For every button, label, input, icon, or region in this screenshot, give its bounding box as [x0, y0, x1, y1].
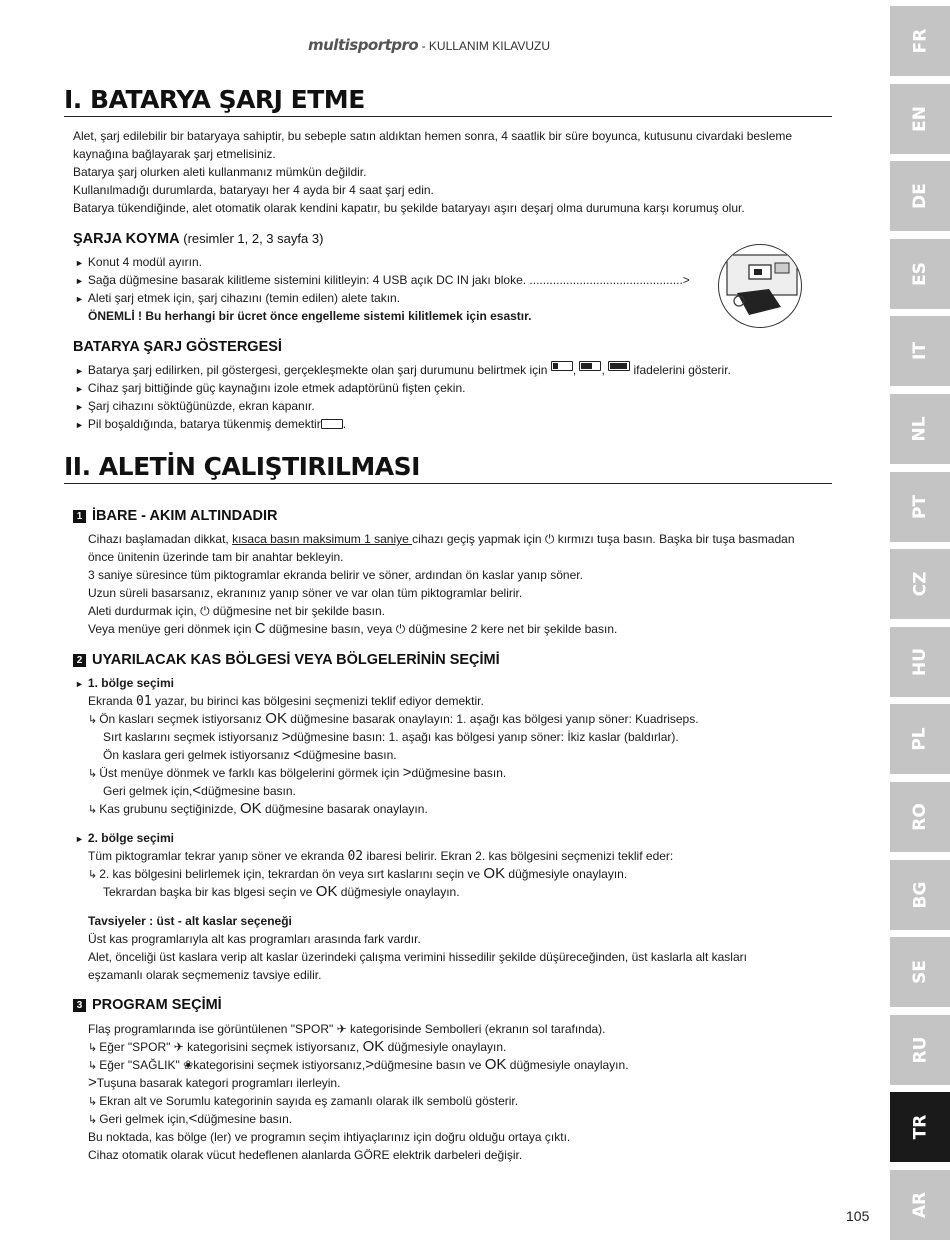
program-line-8: Cihaz otomatik olarak vücut hedeflenen alanlarda GÖRE elektrik darbeleri değişir.	[88, 1148, 523, 1162]
language-tab-ar[interactable]	[890, 1170, 950, 1240]
language-tab-cz[interactable]	[890, 549, 950, 619]
language-tab-ro[interactable]	[890, 782, 950, 852]
language-tab-pl[interactable]	[890, 704, 950, 774]
program-line-1: Flaş programlarında ise görüntülenen "SPOR" ✈ kategorisinde Sembolleri (ekranın sol tarafında).	[88, 1022, 606, 1036]
page-number: 105	[846, 1208, 870, 1224]
zone-1-line-2: ↳ Ön kasları seçmek istiyorsanız OK düğmesine basarak onaylayın: 1. aşağı kas bölgesi yanıp söner: Kuadriseps.	[88, 710, 699, 727]
language-tab-label: TR	[910, 1115, 930, 1140]
language-tab-label: RO	[909, 803, 930, 831]
battery-indicator-heading: BATARYA ŞARJ GÖSTERGESİ	[73, 339, 282, 355]
zone-1-line-3: Sırt kaslarını seçmek istiyorsanız >düğmesine basın: 1. aşağı kas bölgesi yanıp söner: İkiz kaslar (baldırlar).	[103, 728, 679, 745]
charging-item-1: ► Konut 4 modül ayırın.	[75, 255, 202, 269]
indicator-item-4: ► Pil boşaldığında, batarya tükenmiş demektir .	[75, 417, 347, 431]
zone-1-line-5: ↳ Üst menüye dönmek ve farklı kas bölgelerini görmek için >düğmesine basın.	[88, 764, 507, 781]
tips-line-2: Alet, önceliği üst kaslara verip alt kaslar üzerindeki çalışma verimini hissedilir şekilde düşüreceğinden, üst kaslarla alt kasları	[88, 950, 747, 964]
battery-intro-line-2: kaynağına bağlayarak şarj etmelisiniz.	[73, 147, 276, 161]
battery-level-1-icon	[551, 361, 573, 371]
battery-level-2-icon	[579, 361, 601, 371]
language-tab-label: RU	[910, 1036, 930, 1064]
power-line-5: Aleti durdurmak için, ⏻ düğmesine net bir şekilde basın.	[88, 604, 385, 618]
language-tab-nl[interactable]	[890, 394, 950, 464]
language-tab-label: BG	[909, 881, 930, 909]
battery-intro-line-1: Alet, şarj edilebilir bir bataryaya sahiptir, bu sebeple satın aldıktan hemen sonra, 4 saatlik bir süre boyunca, kutusunu civardaki besleme	[73, 129, 793, 143]
header-title: - KULLANIM KILAVUZU	[418, 39, 551, 53]
language-tab-label: CZ	[910, 571, 930, 597]
language-tab-label: PT	[910, 494, 930, 519]
tips-line-3: eşzamanlı olarak seçmemeniz tavsiye edilir.	[88, 968, 322, 982]
language-tab-label: DE	[909, 183, 930, 210]
language-tab-hu[interactable]	[890, 627, 950, 697]
language-tab-label: FR	[909, 28, 930, 54]
sport-icon: ✈	[173, 1040, 184, 1054]
battery-level-3-icon	[608, 361, 630, 371]
language-tab-label: PL	[909, 727, 930, 752]
subsection-2-heading: 2 UYARILACAK KAS BÖLGESİ VEYA BÖLGELERİNİN SEÇİMİ	[73, 652, 500, 668]
zone-1-heading: ► 1. bölge seçimi	[75, 676, 174, 690]
language-tab-fr[interactable]	[890, 6, 950, 76]
language-tab-label: IT	[909, 342, 930, 361]
power-icon: ⏻	[544, 532, 555, 546]
sport-icon: ✈	[336, 1022, 347, 1036]
power-line-2: önce ünitenin üzerinde tam bir anahtar bekleyin.	[88, 550, 344, 564]
important-note: ÖNEMLİ ! Bu herhangi bir ücret önce engelleme sistemi kilitlemek için esastır.	[88, 309, 532, 323]
power-line-3: 3 saniye süresince tüm piktogramlar ekranda belirir ve söner, ardından ön kaslar yanıp söner.	[88, 568, 583, 582]
language-tab-label: ES	[909, 261, 930, 286]
power-line-1: Cihazı başlamadan dikkat, kısaca basın maksimum 1 saniye cihazı geçiş yapmak için ⏻ kırmızı tuşa basın. Başka bir tuşa basmadan	[88, 532, 795, 546]
tips-line-1: Üst kas programlarıyla alt kas programları arasında fark vardır.	[88, 932, 421, 946]
c-button-icon: C	[254, 620, 266, 637]
power-icon: ⏻	[395, 622, 406, 636]
indicator-item-1: ► Batarya şarj edilirken, pil göstergesi, gerçekleşmekte olan şarj durumunu belirtmek için , , ifadelerini gösterir.	[75, 363, 731, 377]
section-title-operation: II. ALETİN ÇALIŞTIRILMASI	[64, 452, 832, 484]
language-tab-label: HU	[909, 647, 930, 676]
language-tab-label: EN	[910, 105, 930, 132]
battery-paragraph-3: Kullanılmadığı durumlarda, bataryayı her 4 ayda bir 4 saat şarj edin.	[73, 183, 434, 197]
program-line-2: ↳ Eğer "SPOR" ✈ kategorisini seçmek istiyorsanız, OK düğmesiyle onaylayın.	[88, 1038, 507, 1055]
power-line-4: Uzun süreli basarsanız, ekranınız yanıp söner ve var olan tüm piktogramlar belirir.	[88, 586, 523, 600]
language-tab-pt[interactable]	[890, 472, 950, 542]
charging-item-3: ► Aleti şarj etmek için, şarj cihazını (temin edilen) alete takın.	[75, 291, 401, 305]
language-tab-se[interactable]	[890, 937, 950, 1007]
program-line-4: >Tuşuna basarak kategori programları ilerleyin.	[88, 1074, 341, 1091]
zone-2-heading: ► 2. bölge seçimi	[75, 831, 174, 845]
zone-1-line-1: Ekranda 01 yazar, bu birinci kas bölgesini seçmenizi teklif ediyor demektir.	[88, 694, 484, 709]
language-tab-ru[interactable]	[890, 1015, 950, 1085]
program-line-3: ↳ Eğer "SAĞLIK" ❀kategorisini seçmek istiyorsanız,>düğmesine basın ve OK düğmesiyle onaylayın.	[88, 1056, 629, 1073]
language-tab-en[interactable]	[890, 84, 950, 154]
indicator-item-3: ► Şarj cihazını söktüğünüzde, ekran kapanır.	[75, 399, 315, 413]
zone-1-line-7: ↳ Kas grubunu seçtiğinizde, OK düğmesine basarak onaylayın.	[88, 800, 428, 817]
health-icon: ❀	[183, 1058, 194, 1072]
zone-1-line-6: Geri gelmek için,<düğmesine basın.	[103, 782, 296, 799]
subsection-1-heading: 1 İBARE - AKIM ALTINDADIR	[73, 508, 278, 524]
program-line-5: ↳ Ekran alt ve Sorumlu kategorinin sayıda eş zamanlı olarak ilk sembolü gösterir.	[88, 1094, 519, 1108]
language-tab-label: NL	[910, 416, 930, 442]
tips-heading: Tavsiyeler : üst - alt kaslar seçeneği	[88, 914, 292, 928]
charging-note: (resimler 1, 2, 3 sayfa 3)	[179, 231, 324, 246]
zone-1-line-4: Ön kaslara geri gelmek istiyorsanız <düğmesine basın.	[103, 746, 397, 763]
power-line-6: Veya menüye geri dönmek için C düğmesine basın, veya ⏻ düğmesine 2 kere net bir şekilde basın.	[88, 620, 618, 637]
indicator-item-2: ► Cihaz şarj bittiğinde güç kaynağını izole etmek adaptörünü fişten çekin.	[75, 381, 466, 395]
section-title-battery: I. BATARYA ŞARJ ETME	[64, 85, 832, 117]
battery-paragraph-2: Batarya şarj olurken aleti kullanmanız mümkün değildir.	[73, 165, 367, 179]
page-header	[308, 36, 550, 54]
language-tab-de[interactable]	[890, 161, 950, 231]
zone-2-line-1: Tüm piktogramlar tekrar yanıp söner ve ekranda 02 ibaresi belirir. Ekran 2. kas bölgesini seçmenizi teklif eder:	[88, 849, 674, 864]
language-tab-it[interactable]	[890, 316, 950, 386]
brand-logo: multisportpro	[308, 36, 419, 54]
charging-item-2: ► Sağa düğmesine basarak kilitleme sistemini kilitleyin: 4 USB açık DC IN jakı bloke. ..............................................>	[75, 273, 690, 287]
language-tab-bg[interactable]	[890, 860, 950, 930]
language-tab-es[interactable]	[890, 239, 950, 309]
program-line-7: Bu noktada, kas bölge (ler) ve programın seçim ihtiyaçlarınız için doğru olduğu ortaya çıktı.	[88, 1130, 571, 1144]
zone-2-line-2: ↳ 2. kas bölgesini belirlemek için, tekrardan ön veya sırt kaslarını seçin ve OK düğmesiyle onaylayın.	[88, 865, 628, 882]
zone-2-line-3: Tekrardan başka bir kas blgesi seçin ve OK düğmesiyle onaylayın.	[103, 883, 460, 900]
battery-empty-icon	[321, 419, 343, 429]
charger-lock-illustration	[718, 244, 802, 328]
language-tab-tr[interactable]	[890, 1092, 950, 1162]
subsection-3-heading: 3 PROGRAM SEÇİMİ	[73, 997, 222, 1013]
power-icon: ⏻	[200, 604, 210, 618]
charging-heading: ŞARJA KOYMA (resimler 1, 2, 3 sayfa 3)	[73, 231, 324, 247]
program-line-6: ↳ Geri gelmek için,<düğmesine basın.	[88, 1110, 293, 1127]
language-tab-label: AR	[910, 1191, 930, 1219]
battery-paragraph-4: Batarya tükendiğinde, alet otomatik olarak kendini kapatır, bu şekilde bataryayı aşırı deşarj olma durumuna karşı korumuş olur.	[73, 201, 745, 215]
language-tab-label: SE	[909, 960, 930, 985]
